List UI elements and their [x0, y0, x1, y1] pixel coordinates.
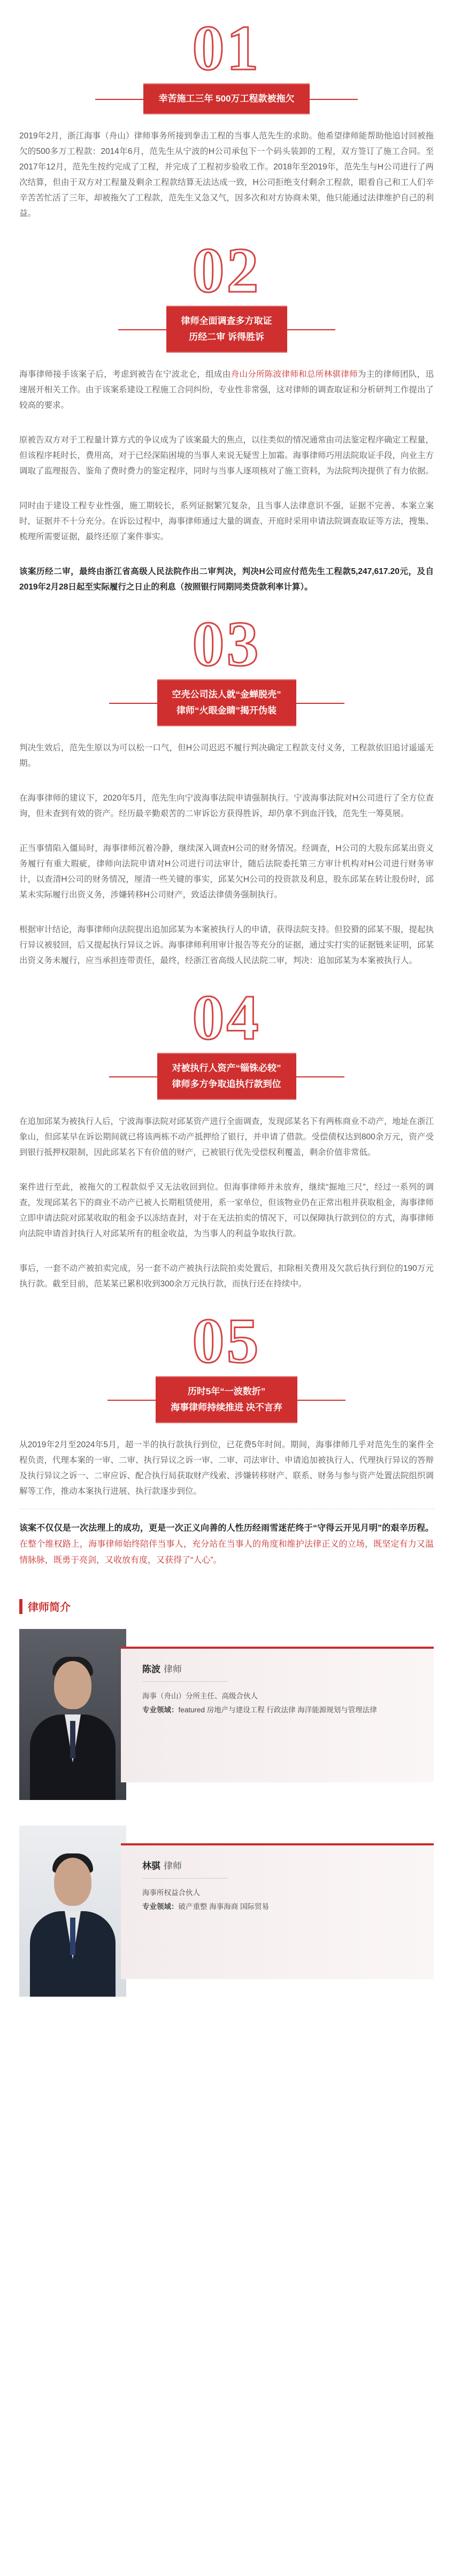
banner-line: 空壳公司法人就“金蝉脱壳”	[172, 689, 281, 700]
lawyer-intro-title: 律师简介	[28, 1602, 71, 1613]
paragraph: 案件进行至此，被拖欠的工程款似乎又无法收回到位。但海事律师并未放弃，继续“掘地三尺”，经过一系列的调查，发现邱某名下的商业不动产已被人长期租赁使用，系一家单位，但该物业仍在正常出租并获取租金，海事律师立即申请法院对邱某收取的租金予以冻结查封，对于在无法拍卖的情况下，可以保障执行款到位的方式，海事律师向法院申请首封执行人对邱某所有的租金收益，为当事人的利益争取执行款。	[19, 1183, 434, 1238]
paragraph: 同时由于建设工程专业性强，施工期较长，系列证据繁冗复杂，且当事人法律意识不强，证据不完善、本案立案时，证据并不十分充分。在诉讼过程中，海事律师通过大量的调查、开庭时采用申请法院调查取证等方法，搜集、梳理所需要证据，最终还原了案件事实。	[19, 501, 434, 541]
section-banner	[156, 1376, 297, 1423]
paragraph: 在追加邱某为被执行人后，宁波海事法院对邱某资产进行全面调查，发现邱某名下有两栋商业不动产，地址在浙江象山，但邱某早在诉讼期间就已将该两栋不动产抵押给了银行，并申请了借款。受偿债权达到800余万元，资产受到银行抵押权限制，因此邱某名下有价值的财产，已被银行优先受偿权利覆盖，剩余价值非常低。	[19, 1117, 434, 1157]
accent-bar	[19, 1599, 22, 1614]
section-number: 04	[192, 982, 261, 1053]
paragraph-highlight: 舟山分所陈波律师和总所林骐律师	[231, 370, 358, 379]
section-05	[0, 1301, 453, 1509]
banner-line: 海事律师持续推进 决不言弃	[171, 1402, 282, 1413]
banner-line: 律师全面调查多方取证	[181, 316, 272, 326]
paragraph: 判决生效后，范先生原以为可以松一口气，但H公司迟迟不履行判决确定工程款支付义务，工程款依旧追讨遥遥无期。	[19, 743, 434, 768]
banner-line: 律师多方争取追执行款到位	[172, 1079, 281, 1089]
paragraph-judgment: 该案历经二审，最终由浙江省高级人民法院作出二审判决，判决H公司应付范先生工程款5,247,617.20元，及自2019年2月28日起至实际履行之日止的利息（按照银行同期同类贷款利率计算）。	[19, 567, 434, 592]
section-number: 02	[192, 235, 261, 306]
lawyer-field-line: 专业领域：featured 房地产与建设工程 行政法律 海洋能源规划与管理法律	[142, 1706, 377, 1714]
lawyer-intro-header	[19, 1599, 434, 1614]
section-04	[0, 978, 453, 1301]
banner-line: 对被执行人资产“锱铢必较”	[172, 1063, 281, 1073]
lawyer-field-line: 专业领域：破产重整 海事海商 国际贸易	[142, 1903, 270, 1911]
lawyer-photo	[19, 1629, 126, 1800]
lawyer-card	[19, 1624, 434, 1805]
paragraph: 正当事情陷入僵局时，海事律师沉着冷静，继续深入调查H公司的财务情况。经调查，H公司的大股东邱某出资义务履行有重大瑕疵，律师向法院申请对H公司进行司法审计，随后法院委托第三方审计机构对H公司进行财务审计，以查清H公司的财务情况，厘清一些关键的事实，邱某欠H公司的投资款及利息，股东邱某在转让股份时，邱某未实际履行出资义务，涉嫌转移H公司财产，致适法律债务强制执行。	[19, 844, 434, 899]
paragraph-text: 海事律师接手该案子后，考虑到被告在宁波北仑，组成由	[19, 370, 231, 379]
banner-line: 律师“火眼金睛”揭开伪装	[176, 705, 277, 716]
lawyer-card	[19, 1820, 434, 2002]
section-banner	[157, 1053, 296, 1100]
divider	[142, 1878, 228, 1879]
paragraph: 根据审计结论，海事律师向法院提出追加邱某为本案被执行人的申请，获得法院支持。但狡猾的邱某不服，提起执行异议被驳回，后又提起执行异议之诉。海事律师利用审计报告等充分的证据，通过实打实的证据链来证明，邱某出资义务未履行，应当承担连带责任，最终，经浙江省高级人民法院二审，判决：追加邱某为本案被执行人。	[19, 925, 434, 965]
section-01	[0, 0, 453, 231]
section-banner	[157, 679, 296, 726]
lawyer-title-line: 海事（舟山）分所主任、高级合伙人	[142, 1692, 258, 1700]
banner-line: 幸苦施工三年 500万工程款被拖欠	[158, 94, 295, 104]
section-number: 01	[192, 12, 261, 83]
section-03	[0, 604, 453, 978]
closing-paragraph	[19, 1510, 434, 1581]
paragraph: 从2019年2月至2024年5月，超一半的执行款执行到位，已花费5年时间。期间，海事律师几乎对范先生的案件全程负责，代理本案的一审、二审、执行异议之诉一审、二审、司法审计、申请追加被执行人、代理执行异议的答辩及执行异议之诉一、二审应诉、配合执行局获取财产线索、涉嫌转移财产、联系、财务与参与资产处置法院组织调解等工作，推动本案执行进展、执行款逐步到位。	[19, 1440, 434, 1496]
lawyer-info	[121, 1843, 434, 1979]
section-banner	[143, 83, 309, 114]
paragraph: 事后，一套不动产被拍卖完成，另一套不动产被执行法院拍卖处置后，扣除相关费用及欠款后执行到位的190万元执行款。截至目前，范某某已累积收到300余万元执行款，而执行还在持续中。	[19, 1264, 434, 1289]
banner-line: 历时5年“一波数折”	[187, 1386, 266, 1396]
section-number: 03	[192, 608, 261, 679]
lawyer-name: 林骐 律师	[142, 1861, 182, 1871]
section-banner	[166, 306, 287, 353]
divider	[142, 1681, 228, 1682]
banner-line: 历经二审 诉得胜诉	[189, 332, 264, 342]
paragraph	[19, 353, 434, 423]
paragraph: 原被告双方对于工程量计算方式的争议成为了该案最大的焦点，以往类似的情况通常由司法鉴定程序确定工程量，但该程序耗时长，费用高，对于已经深陷困境的当事人来说无疑雪上加霜。海事律师巧用法院取证手段，向业主方调取了监理报告、鉴角了费时费力的鉴定程序，同时与当事人逐项核对了施工资料，为法院判决提供了有力依据。	[19, 436, 434, 476]
lawyer-title-line: 海事所权益合伙人	[142, 1889, 200, 1897]
closing-emphasis: 在整个维权路上，海事律师始终陪伴当事人，充分站在当事人的角度和维护法律正义的立场，既坚定有力又温情脉脉，既勇于亮剑，又收放有度，又获得了“人心”。	[19, 1540, 434, 1565]
section-number: 05	[192, 1305, 261, 1376]
closing-lead: 该案不仅仅是一次法理上的成功，更是一次正义向善的人性历经雨雪迷茫终于“守得云开见月明”的艰辛历程。	[19, 1524, 434, 1533]
lawyer-name: 陈波 律师	[142, 1664, 182, 1674]
paragraph-text: 为主的律师团队，迅速展开相关工作。由于该案系建设工程施工合同纠纷，专业性非常强，这对律师的调查取证和分析研判工作提出了较高的要求。	[19, 370, 434, 410]
paragraph: 2019年2月，浙江海事（舟山）律师事务所接到拳击工程的当事人范先生的求助。他希望律师能帮助他追讨回被拖欠的500多万工程款：2014年6月，范先生从宁波的H公司承包下一个码头装卸的工程，双方签订了施工合同。至2017年12月，范先生按约完成了工程，并完成了工程初步验收工作。2018年至2019年，范先生与H公司进行了两次结算，但由于双方对工程量及剩余工程款结算无法达成一致，H公司拒绝支付剩余工程款，眼看自己和工人们辛辛苦苦忙活了三年，却被拖欠了工程款，范先生又急又气，因多次和对方协商未果，他只能通过法律维护自己的利益。	[19, 131, 434, 218]
lawyer-info	[121, 1647, 434, 1782]
lawyer-photo	[19, 1826, 126, 1997]
section-02	[0, 231, 453, 604]
paragraph: 在海事律师的建议下，2020年5月，范先生向宁波海事法院申请强制执行。宁波海事法院对H公司进行了全方位查询，但未查到有效的资产。经历最辛勤艰苦的二审诉讼方获得胜诉，却仍拿不到血汗钱，范先生一筹莫展。	[19, 794, 434, 818]
